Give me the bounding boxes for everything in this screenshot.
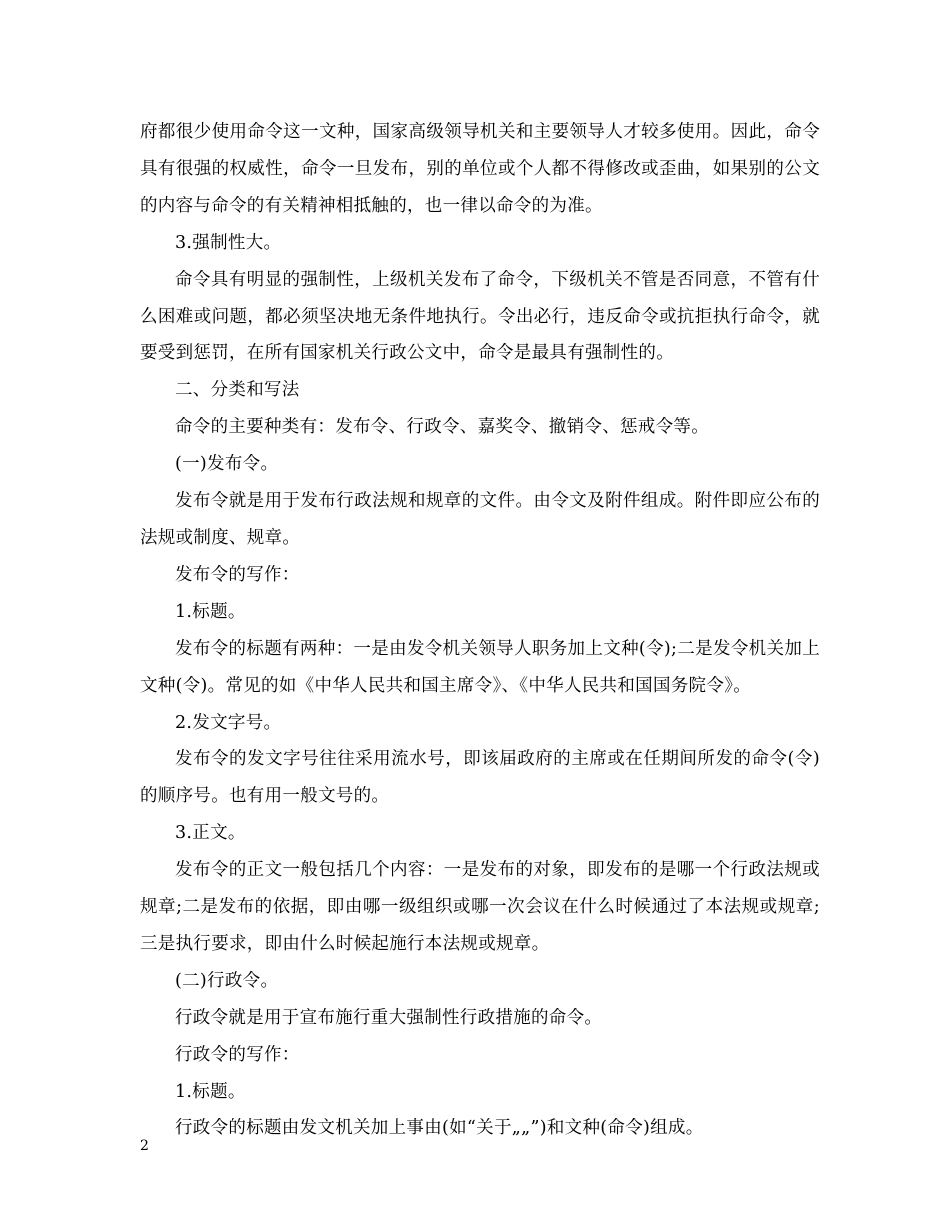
list-heading: 1.标题。 <box>175 601 246 622</box>
subsection-heading: (一)发布令。 <box>175 454 279 475</box>
subsection-heading: (二)行政令。 <box>175 970 279 991</box>
paragraph: 发布令的写作： <box>175 564 300 585</box>
page-number: 2 <box>140 1138 149 1154</box>
list-heading: 1.标题。 <box>175 1081 246 1102</box>
section-heading: 二、分类和写法 <box>175 380 300 401</box>
paragraph: 发布令的正文一般包括几个内容：一是发布的对象，即发布的是哪一个行政法规或规章;二是发布的依据，即由哪一级组织或哪一次会议在什么时候通过了本法规或规章;三是执行要求，即由什么时候起施行本法规或规章。 <box>140 860 820 954</box>
list-heading: 3.正文。 <box>175 823 246 844</box>
paragraph: 发布令就是用于发布行政法规和规章的文件。由令文及附件组成。附件即应公布的法规或制度、规章。 <box>140 491 820 548</box>
paragraph: 3.强制性大。 <box>175 232 282 253</box>
paragraph: 行政令就是用于宣布施行重大强制性行政措施的命令。 <box>175 1007 603 1028</box>
document-body <box>140 114 820 1147</box>
paragraph: 命令的主要种类有：发布令、行政令、嘉奖令、撤销令、惩戒令等。 <box>175 417 709 438</box>
paragraph: 发布令的发文字号往往采用流水号，即该届政府的主席或在任期间所发的命令(令)的顺序号。也有用一般文号的。 <box>140 749 820 807</box>
paragraph: 行政令的标题由发文机关加上事由(如“关于„„”)和文种(命令)组成。 <box>175 1118 704 1139</box>
paragraph-continued: 府都很少使用命令这一文种，国家高级领导机关和主要领导人才较多使用。因此，命令具有很强的权威性，命令一旦发布，别的单位或个人都不得修改或歪曲，如果别的公文的内容与命令的有关精神相抵触的，也一律以命令的为准。 <box>140 122 820 216</box>
paragraph: 命令具有明显的强制性，上级机关发布了命令，下级机关不管是否同意，不管有什么困难或问题，都必须坚决地无条件地执行。令出必行，违反命令或抗拒执行命令，就要受到惩罚，在所有国家机关行政公文中，命令是最具有强制性的。 <box>140 269 820 364</box>
paragraph: 行政令的写作： <box>175 1044 300 1065</box>
paragraph: 发布令的标题有两种：一是由发令机关领导人职务加上文种(令);二是发令机关加上文种(令)。常见的如《中华人民共和国主席令》、《中华人民共和国国务院令》。 <box>140 638 820 696</box>
list-heading: 2.发文字号。 <box>175 712 282 733</box>
